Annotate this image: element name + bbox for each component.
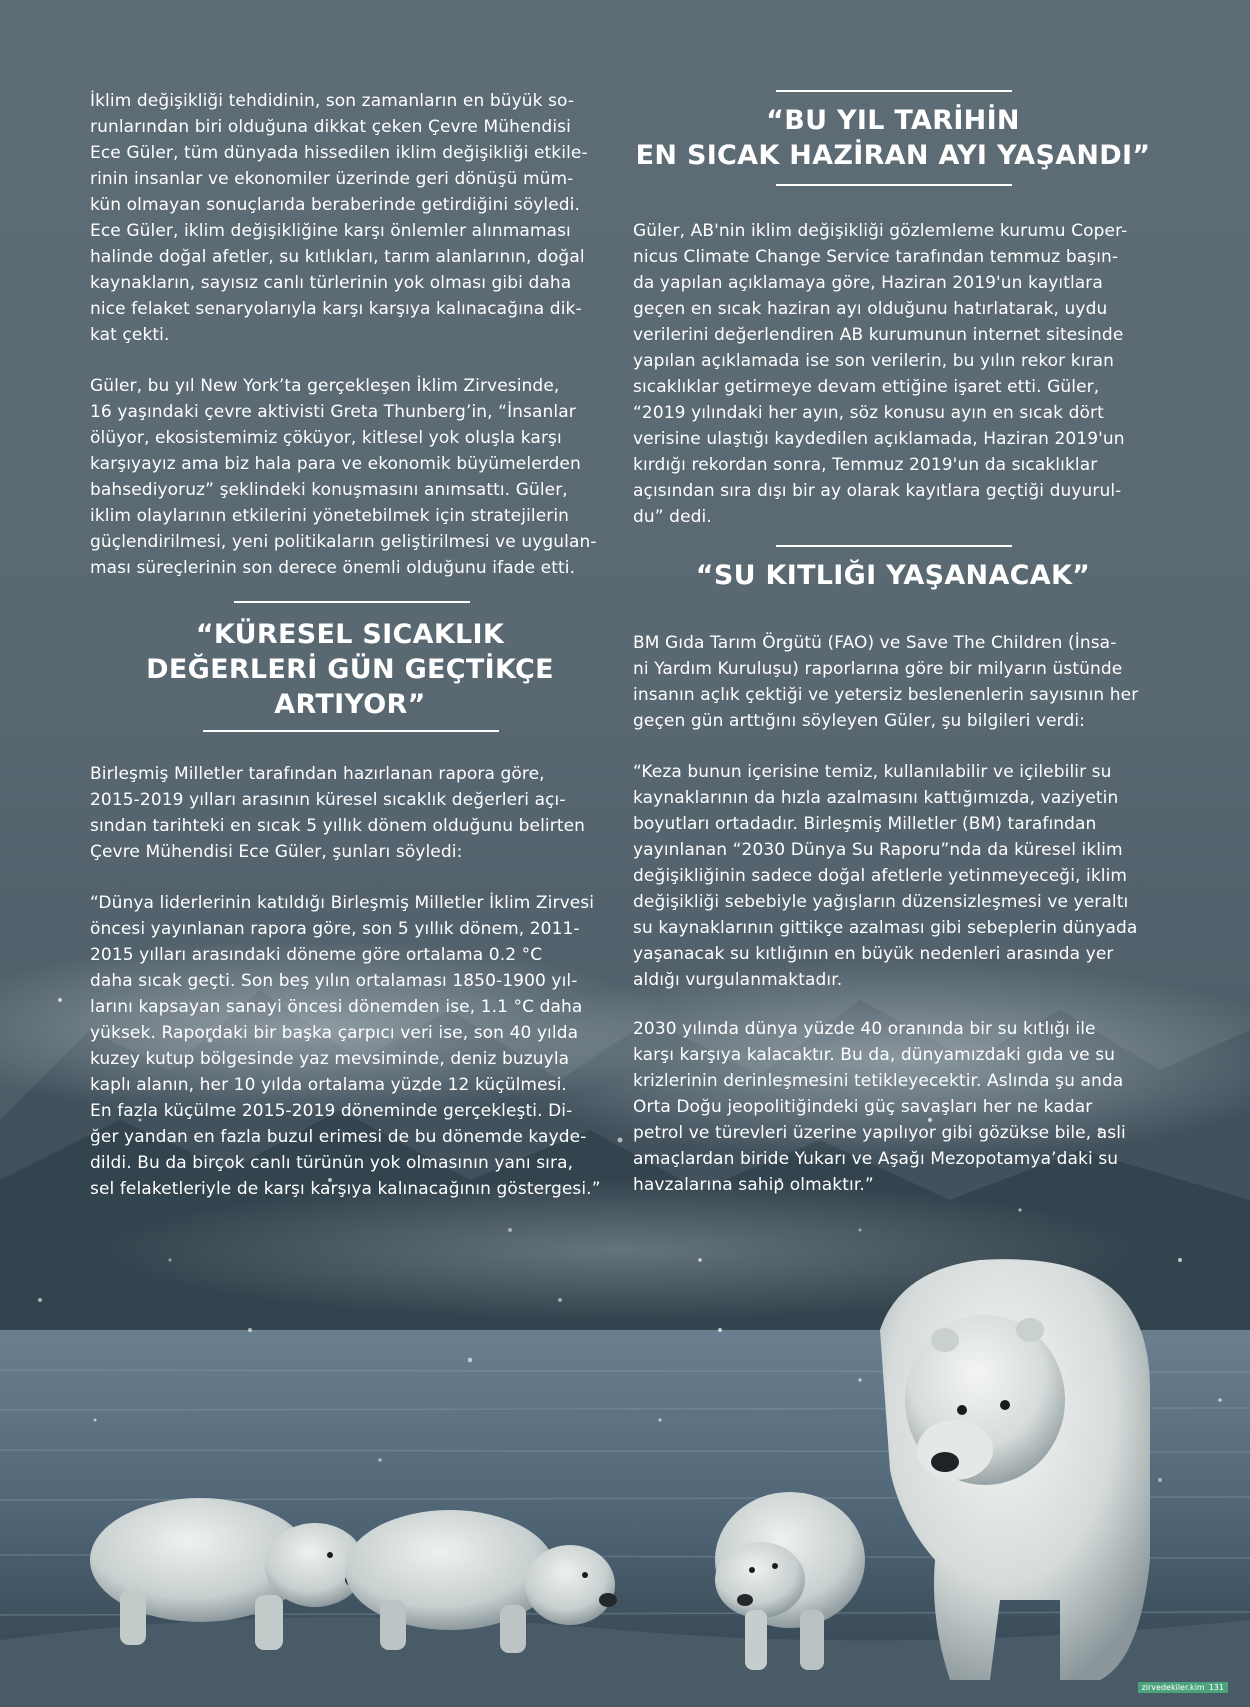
page-number: 131: [1208, 1683, 1224, 1692]
left-paragraph-1: İklim değişikliği tehdidinin, son zamanların en büyük so- runlarından biri olduğuna dikkat çeken Çevre Mühendisi Ece Güler, tüm dünyada hissedilen iklim değişikliği etkile- rinin insanlar ve ekonomiler üzerinde geri dönüşü müm- kün olmayan sonuçlarıda beraberinde getirdiğini söyledi. Ece Güler, iklim değişikliğine karşı önlemler alınmaması halinde doğal afetler, su kıtlıkları, tarım alanlarının, doğal kaynakların, sayısız canlı türlerinin yok olması gibi daha nice felaket senaryolarıyla karşı karşıya kalınacağına dik- kat çekti.: [90, 91, 588, 345]
right-paragraph-4: 2030 yılında dünya yüzde 40 oranında bir su kıtlığı ile karşı karşıya kalacaktır. Bu da, dünyamızdaki gıda ve su krizlerinin derinleşmesini tetikleyecektir. Aslında şu anda Orta Doğu jeopolitiğindeki güç savaşları her ne kadar petrol ve türevleri üzerine yapılıyor gibi gözükse bile, asli amaçlardan biride Yukarı ve Aşağı Mezopotamya’daki su havzalarına sahip olmaktır.”: [633, 1019, 1126, 1195]
right-paragraph-3: “Keza bunun içerisine temiz, kullanılabilir ve içilebilir su kaynaklarının da hızla azalmasını kattığımızda, vaziyetin boyutları ortadadır. Birleşmiş Milletler (BM) tarafından yayınlanan “2030 Dünya Su Raporu”nda da küresel iklim değişikliğinin sadece doğal afetlerle yetinmeyeceği, iklim değişikliği sebebiyle yağışların düzensizleşmesi ve yeraltı su kaynaklarının gittikçe azalması gibi sebeplerin dünyada yaşanacak su kıtlığının en büyük nedenleri arasında yer aldığı vurgulanmaktadır.: [633, 762, 1138, 990]
right-heading1-top-rule: [776, 90, 1012, 92]
right-heading1-bottom-rule: [776, 184, 1012, 186]
left-paragraph-4: “Dünya liderlerinin katıldığı Birleşmiş Milletler İklim Zirvesi öncesi yayınlanan rapora göre, son 5 yıllık dönem, 2011- 2015 yılları arasındaki döneme göre ortalama 0.2 °C daha sıcak geçti. Son beş yılın ortalaması 1850-1900 yıl- larını kapsayan sanayi öncesi dönemden ise, 1.1 °C daha yüksek. Rapordaki bir başka çarpıcı veri ise, son 40 yılda kuzey kutup bölgesinde yaz mevsiminde, deniz buzuyla kaplı alanın, her 10 yılda ortalama yüzde 12 küçülmesi. En fazla küçülme 2015-2019 döneminde gerçekleşti. Di- ğer yandan en fazla buzul erimesi de bu dönemde kayde- dildi. Bu da birçok canlı türünün yok olmasının yanı sıra, sel felaketleriyle de karşı karşıya kalınacağının göstergesi.”: [90, 893, 601, 1199]
left-paragraph-2: Güler, bu yıl New York’ta gerçekleşen İklim Zirvesinde, 16 yaşındaki çevre aktivisti Greta Thunberg’in, “İnsanlar ölüyor, ekosistemimiz çöküyor, kitlesel yok oluşla karşı karşıyayız ama biz hala para ve ekonomik büyümelerden bahsediyoruz” şeklindeki konuşmasını anımsattı. Güler, iklim olaylarının etkilerini yönetebilmek için stratejilerin güçlendirilmesi, yeni politikaların geliştirilmesi ve uygulan- ması süreçlerinin son derece önemli olduğunu ifade etti.: [90, 376, 597, 578]
page-footer: [1138, 1682, 1228, 1693]
right-heading2-top-rule: [776, 545, 1012, 547]
left-heading-top-rule: [234, 601, 470, 603]
left-heading-bottom-rule: [203, 730, 499, 732]
right-paragraph-1: Güler, AB'nin iklim değişikliği gözlemleme kurumu Coper- nicus Climate Change Service tarafından temmuz başın- da yapılan açıklamaya göre, Haziran 2019'un kayıtlara geçen en sıcak haziran ayı olduğunu hatırlatarak, uydu verilerini değerlendiren AB kurumunun internet sitesinde yapılan açıklamada ise son verilerin, bu yılın rekor kıran sıcaklıklar getirmeye devam ettiğine işaret etti. Güler, “2019 yılındaki her ayın, söz konusu ayın en sıcak dört verisine ulaştığı kaydedilen açıklamada, Haziran 2019'un kırdığı rekordan sonra, Temmuz 2019'un da sıcaklıklar açısından sıra dışı bir ay olarak kayıtlara geçtiği duyurul- du” dedi.: [633, 221, 1128, 527]
footer-site: zirvedekiler.kim: [1141, 1683, 1205, 1692]
right-paragraph-2: BM Gıda Tarım Örgütü (FAO) ve Save The Children (İnsa- ni Yardım Kuruluşu) raporlarına göre bir milyarın üstünde insanın açlık çektiği ve yetersiz beslenenlerin sayısının her geçen gün arttığını söyleyen Güler, şu bilgileri verdi:: [633, 633, 1139, 731]
left-section-heading: “KÜRESEL SICAKLIK DEĞERLERİ GÜN GEÇTİKÇE ARTIYOR”: [146, 619, 554, 720]
right-section-heading-1: “BU YIL TARİHİN EN SICAK HAZİRAN AYI YAŞANDI”: [635, 105, 1151, 171]
left-paragraph-3: Birleşmiş Milletler tarafından hazırlanan rapora göre, 2015-2019 yılları arasının küresel sıcaklık değerleri açı- sından tarihteki en sıcak 5 yıllık dönem olduğunu belirten Çevre Mühendisi Ece Güler, şunları söyledi:: [90, 764, 586, 862]
right-section-heading-2: “SU KITLIĞI YAŞANACAK”: [695, 560, 1091, 591]
